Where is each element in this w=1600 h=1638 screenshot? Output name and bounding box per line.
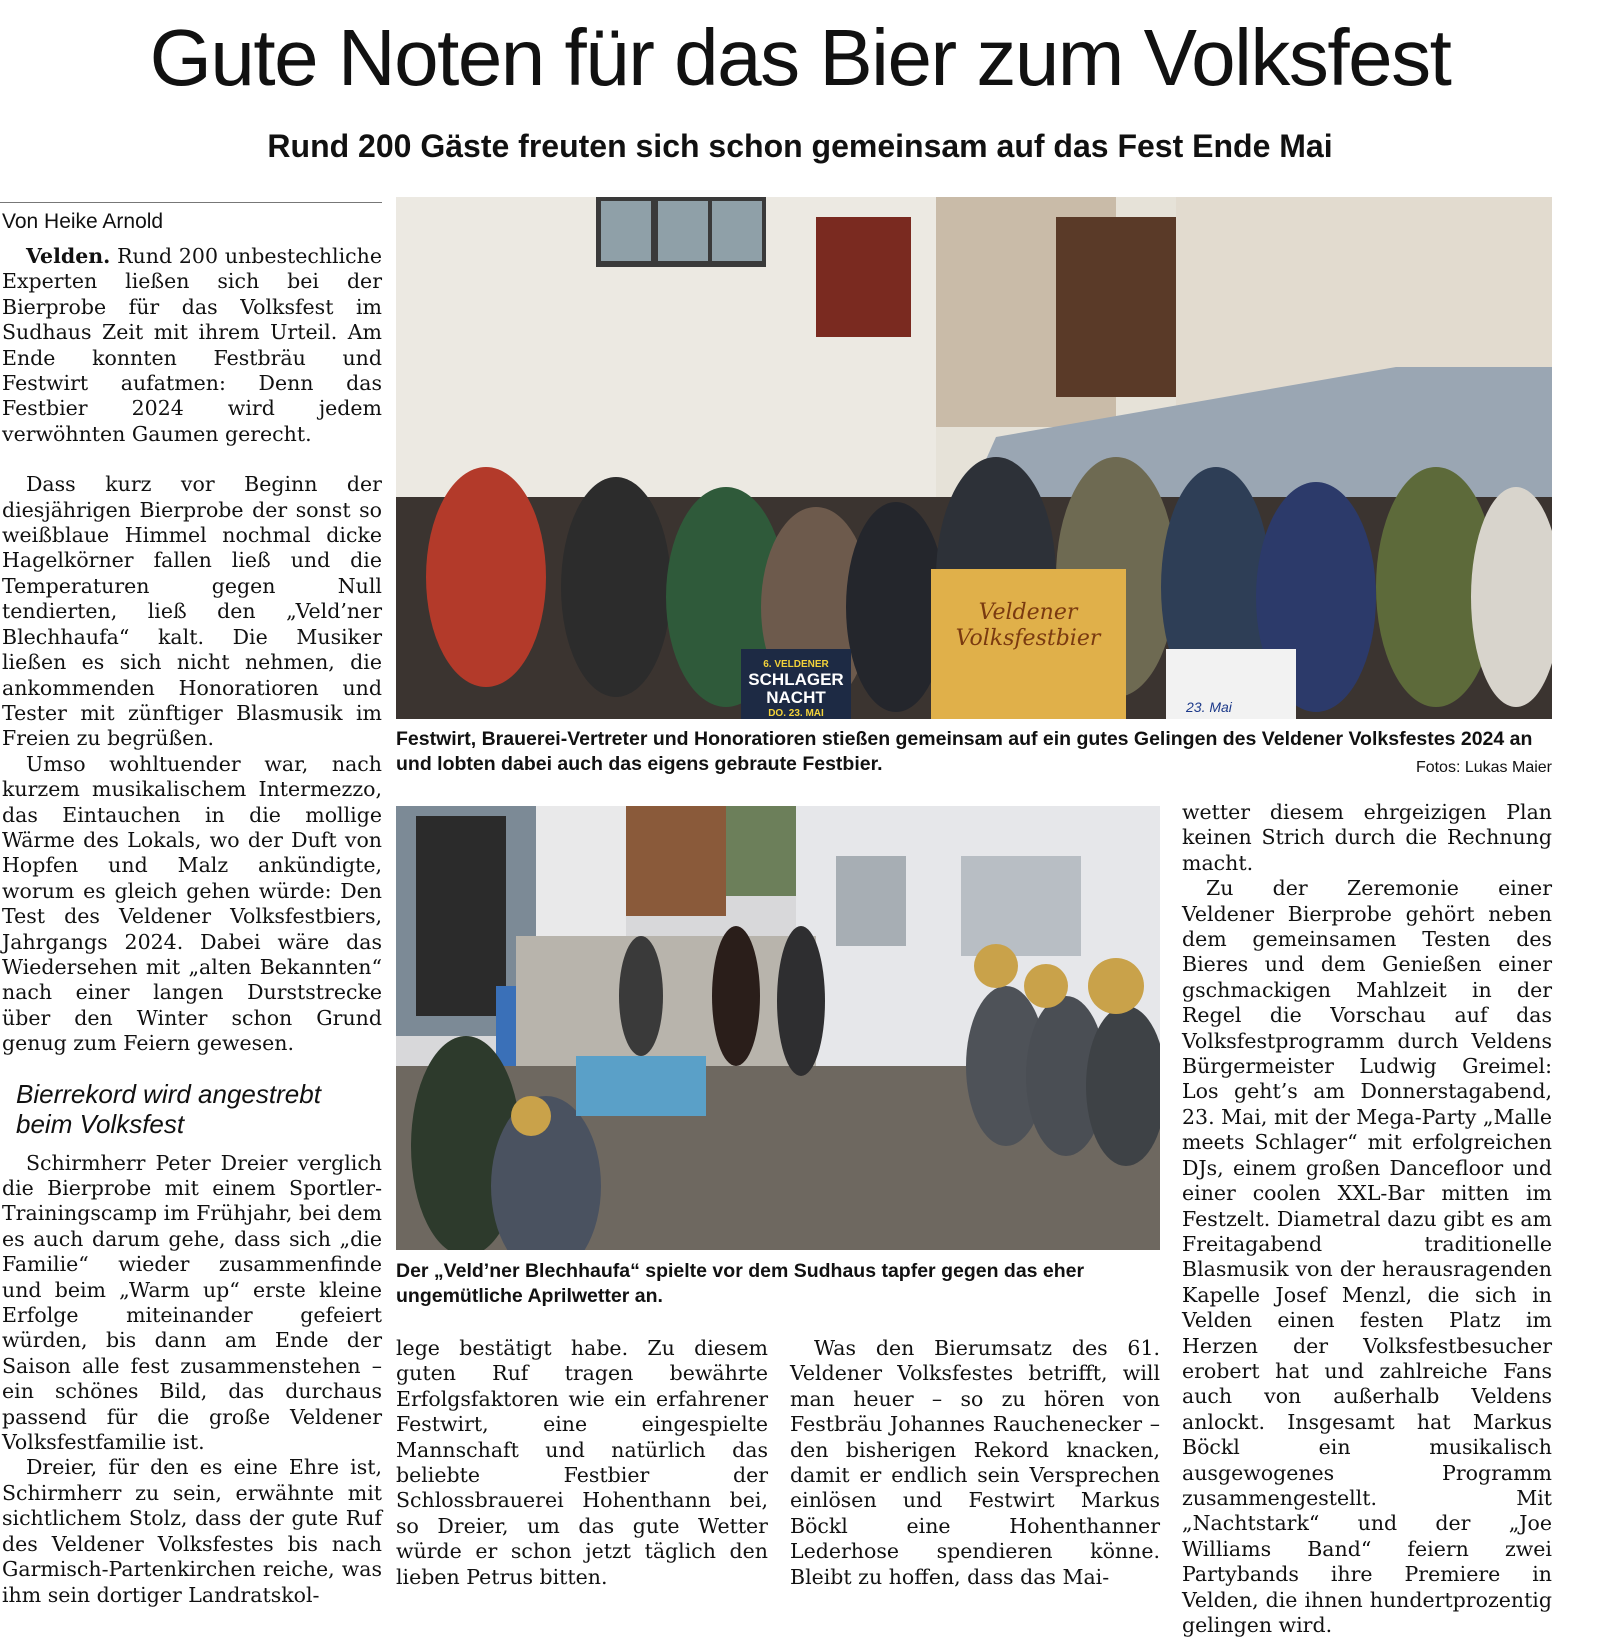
paragraph-text: Rund 200 unbestechliche Experten ließen sich bei der Bierprobe für das Volksfest im Sudhaus Zeit mit ihrem Urteil. Am Ende konnten Festbräu und Festwirt aufatmen: Denn das Festbier 2024 wird jedem verwöhnten Gaumen gerecht. <box>2 244 382 446</box>
group-photo <box>396 197 1552 719</box>
paragraph: Dass kurz vor Beginn der diesjährigen Bierprobe der sonst so weißblaue Himmel nochmal dicke Hagelkörner fallen ließ und die Temperaturen gegen Null tendierten, ließ den „Veld’ner Blechhaufa“ kalt. Die Musiker ließen es sich nicht nehmen, die ankommenden Honoratioren und Tester mit zünftiger Blasmusik im Freien zu begrüßen. <box>2 472 382 751</box>
paragraph: Schirmherr Peter Dreier verglich die Bierprobe mit einem Sportler-Trainingscamp im Frühjahr, bei dem es auch darum gehe, dass sich „die Familie“ wieder zusammenfinde und beim „Warm up“ erste kleine Erfolge miteinander gefeiert würden, bis dann am Ende der Saison alle fest zusammenstehen – ein schönes Bild, das durchaus passend für die große Veldener Volksfestfamilie ist. <box>2 1150 382 1455</box>
author-line: Von Heike Arnold <box>2 210 164 233</box>
poster-line-1: 6. VELDENER <box>763 659 829 670</box>
band-photo-illustration <box>396 806 1160 1250</box>
poster-line-2: SCHLAGER <box>748 670 844 689</box>
dateline: Velden. <box>26 244 111 268</box>
banner-text-top: Veldener <box>978 600 1078 625</box>
poster-line-4: DO. 23. MAI <box>768 708 824 719</box>
photo1-caption: Festwirt, Brauerei-Vertreter und Honoratioren stießen gemeinsam auf ein gutes Gelingen des Veldener Volksfestes 2024 an und lobten dabei auch das eigens gebraute Festbier. <box>396 728 1533 775</box>
paragraph: wetter diesem ehrgeizigen Plan keinen Strich durch die Rechnung macht. <box>1182 800 1552 875</box>
paragraph: Umso wohltuender war, nach kurzem musikalischem Intermezzo, das Eintauchen in die mollige Wärme des Lokals, wo der Duft von Hopfen und Malz ankündigte, worum es gleich gehen würde: Den Test des Veldener Volksfestbiers, Jahrgangs 2024. Dabei wäre das Wiedersehen mit „alten Bekannten“ nach einer langen Durststrecke über den Winter schon Grund genug zum Feiern gewesen. <box>2 751 382 1056</box>
photo-credit: Fotos: Lukas Maier <box>1415 759 1552 776</box>
paragraph: lege bestätigt habe. Zu diesem guten Ruf tragen bewährte Erfolgsfaktoren wie ein erfahrener Festwirt, eine eingespielte Mannschaft und natürlich das beliebte Festbier der Schlossbrauerei Hohenthann bei, so Dreier, um das gute Wetter würde er schon jetzt täglich den lieben Petrus bitten. <box>396 1336 768 1589</box>
paragraph: Was den Bierumsatz des 61. Veldener Volksfestes betrifft, will man heuer – so zu hören von Festbräu Johannes Rauchenecker – den bisherigen Rekord knacken, damit er endlich sein Versprechen einlösen und Festwirt Markus Böckl eine Hohenthanner Lederhose spendieren könne. Bleibt zu hoffen, dass das Mai- <box>790 1336 1160 1589</box>
paragraph: Dreier, für den es eine Ehre ist, Schirmherr zu sein, erwähnte mit sichtlichem Stolz, dass der gute Ruf des Veldener Volksfestes bis nach Garmisch-Partenkirchen reiche, was ihm sein dortiger Landratskol- <box>2 1455 382 1607</box>
column-2 <box>396 1336 768 1590</box>
paragraph <box>2 244 382 447</box>
paragraph: Zu der Zeremonie einer Veldener Bierprobe gehört neben dem gemeinsamen Testen des Bieres und dem Genießen einer gschmackigen Mahlzeit in der Regel die Vorschau auf das Volksfestprogramm durch Veldens Bürgermeister Ludwig Greimel: Los geht’s am Donnerstagabend, 23. Mai, mit der Mega-Party „Malle meets Schlager“ mit erfolgreichen DJs, einem großen Dancefloor und einer coolen XXL-Bar mitten im Festzelt. Diametral dazu gibt es am Freitagabend traditionelle Blasmusik von der herausragenden Kapelle Josef Menzl, die sich in Velden einen festen Platz im Herzen der Volksfestbesucher erobert hat und zahlreiche Fans auch von außerhalb Veldens anlockt. Insgesamt hat Markus Böckl ein musikalisch ausgewogenes Programm zusammengestellt. Mit „Nachtstark“ und der „Joe Williams Band“ feiern zwei Partybands ihre Premiere in Velden, die ihnen hundertprozentig gelingen wird. <box>1182 876 1552 1637</box>
group-photo-illustration <box>396 197 1552 719</box>
sign-text: 23. Mai <box>1186 699 1232 715</box>
section-subtitle: Bierrekord wird angestrebt beim Volksfest <box>16 1078 321 1139</box>
column-4 <box>1182 800 1552 1638</box>
banner-text-bottom: Volksfestbier <box>955 626 1101 651</box>
photo2-caption: Der „Veld’ner Blechhaufa“ spielte vor dem Sudhaus tapfer gegen das eher ungemütliche Aprilwetter an. <box>396 1260 1085 1307</box>
poster-line-3: NACHT <box>766 688 826 707</box>
headline: Gute Noten für das Bier zum Volksfest <box>149 13 1451 102</box>
divider-rule <box>0 202 382 203</box>
band-photo <box>396 806 1160 1250</box>
column-3 <box>790 1336 1160 1590</box>
column-1 <box>2 244 382 1608</box>
subheadline: Rund 200 Gäste freuten sich schon gemeinsam auf das Fest Ende Mai <box>267 128 1333 164</box>
